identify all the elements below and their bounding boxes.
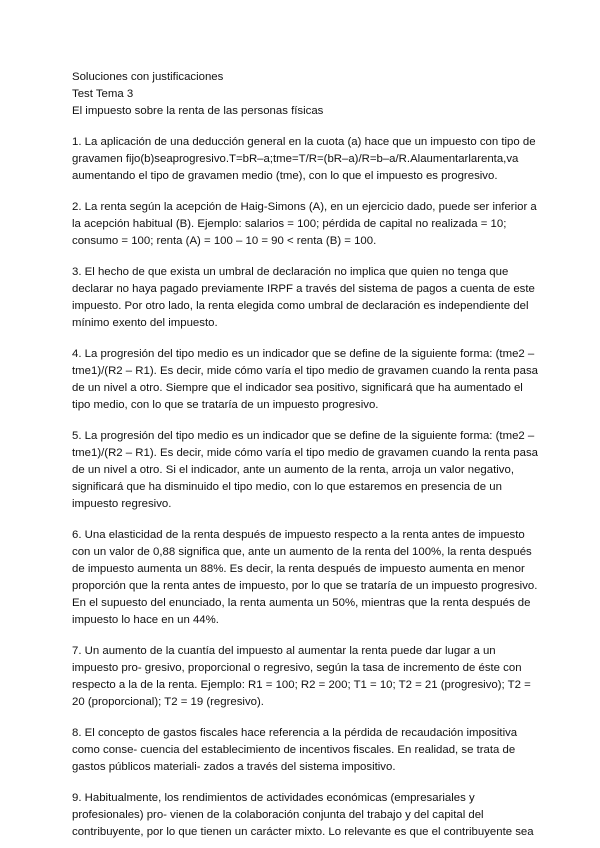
text-line: gravamen fijo(b)seaprogresivo.T=bR–a;tme=T/R=(bR–a)/R=b–a/R.Alaumentarlarenta,va	[72, 153, 519, 165]
text-line: consumo = 100; renta (A) = 100 – 10 = 90 < renta (B) = 100.	[72, 235, 377, 247]
answer-paragraph-9	[72, 790, 534, 841]
answer-paragraph-5	[72, 428, 538, 513]
text-line: 6. Una elasticidad de la renta después de impuesto respecto a la renta antes de impuesto	[72, 529, 525, 541]
answer-paragraph-1	[72, 134, 536, 185]
text-line: aumentando el tipo de gravamen medio (tme), con lo que el impuesto es progresivo.	[72, 170, 498, 182]
text-line: gastos públicos materiali- zados a través del sistema impositivo.	[72, 761, 396, 773]
text-line: impuesto regresivo.	[72, 498, 172, 510]
answer-paragraph-3	[72, 264, 535, 332]
text-line: contribuyente, por lo que tienen un carácter mixto. Lo relevante es que el contribuyente sea	[72, 826, 534, 838]
text-line: impuesto pro- gresivo, proporcional o regresivo, según la tasa de incremento de éste con	[72, 662, 522, 674]
text-line: 3. El hecho de que exista un umbral de declaración no implica que quien no tenga que	[72, 266, 509, 278]
text-line: tme1)/(R2 – R1). Es decir, mide cómo varía el tipo medio de gravamen cuando la renta pasa	[72, 447, 538, 459]
text-line: 9. Habitualmente, los rendimientos de actividades económicas (empresariales y	[72, 792, 475, 804]
text-line: 20 (proporcional); T2 = 19 (regresivo).	[72, 696, 264, 708]
text-line: tipo medio, con lo que se trataría de un impuesto progresivo.	[72, 399, 379, 411]
answer-paragraph-2	[72, 199, 537, 250]
text-line: En el supuesto del enunciado, la renta aumenta un 50%, mientras que la renta después de	[72, 597, 531, 609]
text-line: de impuesto aumenta un 88%. Es decir, la renta después de impuesto aumenta en menor	[72, 563, 525, 575]
text-line: impuesto. Por otro lado, la renta elegida como umbral de declaración es independiente del	[72, 300, 529, 312]
text-line: profesionales) pro- vienen de la colaboración conjunta del trabajo y del capital del	[72, 809, 484, 821]
answer-paragraph-4	[72, 346, 538, 414]
text-line: 5. La progresión del tipo medio es un indicador que se define de la siguiente forma: (tme2 –	[72, 430, 535, 442]
text-line: tme1)/(R2 – R1). Es decir, mide cómo varía el tipo medio de gravamen cuando la renta pasa	[72, 365, 538, 377]
text-line: de un nivel a otro. Si el indicador, ante un aumento de la renta, arroja un valor negativo,	[72, 464, 514, 476]
answer-paragraph-6	[72, 527, 538, 629]
answer-paragraph-7	[72, 643, 531, 711]
text-line: 7. Un aumento de la cuantía del impuesto al aumentar la renta puede dar lugar a un	[72, 645, 496, 657]
document-body	[72, 69, 538, 841]
text-line: respecto a la de la renta. Ejemplo: R1 = 100; R2 = 200; T1 = 10; T2 = 21 (progresivo); T2 =	[72, 679, 531, 691]
document-heading: Soluciones con justificaciones	[72, 71, 224, 83]
text-line: mínimo exento del impuesto.	[72, 317, 218, 329]
text-line: significará que ha disminuido el tipo medio, con lo que estaremos en presencia de un	[72, 481, 502, 493]
text-line: 1. La aplicación de una deducción general en la cuota (a) hace que un impuesto con tipo de	[72, 136, 536, 148]
text-line: 4. La progresión del tipo medio es un indicador que se define de la siguiente forma: (tme2 –	[72, 348, 535, 360]
text-line: la acepción habitual (B). Ejemplo: salarios = 100; pérdida de capital no realizada = 10;	[72, 218, 507, 230]
text-line: de un nivel a otro. Siempre que el indicador sea positivo, significará que ha aumentado el	[72, 382, 523, 394]
text-line: impuesto lo hace en un 44%.	[72, 614, 219, 626]
document-topic: El impuesto sobre la renta de las personas físicas	[72, 105, 324, 117]
document-header	[72, 69, 524, 120]
text-line: 2. La renta según la acepción de Haig-Simons (A), en un ejercicio dado, puede ser inferior a	[72, 201, 537, 213]
text-line: con un valor de 0,88 significa que, ante un aumento de la renta del 100%, la renta después	[72, 546, 532, 558]
text-line: como conse- cuencia del establecimiento de incentivos fiscales. En realidad, se trata de	[72, 744, 516, 756]
text-line: proporción que la renta antes de impuesto, por lo que se trataría de un impuesto progresivo.	[72, 580, 538, 592]
answer-paragraph-8	[72, 725, 524, 776]
document-subtitle: Test Tema 3	[72, 88, 134, 100]
text-line: 8. El concepto de gastos fiscales hace referencia a la pérdida de recaudación impositiva	[72, 727, 518, 739]
text-line: declarar no haya pagado previamente IRPF a través del sistema de pagos a cuenta de este	[72, 283, 535, 295]
